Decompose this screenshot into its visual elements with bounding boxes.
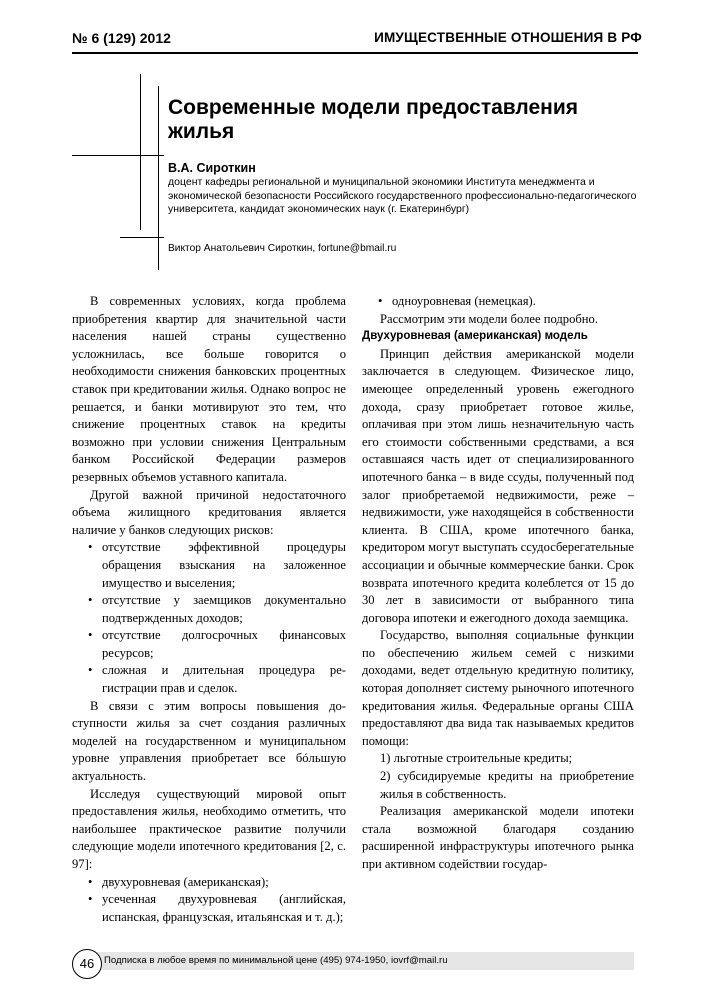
list-item: 2) субсидируемые кредиты на приобретение жилья в собственность. bbox=[380, 769, 634, 801]
title-block-rule-bottom bbox=[120, 237, 164, 238]
bullet-icon: • bbox=[88, 874, 93, 889]
author-contact: Виктор Анатольевич Сироткин, fortune@bmail.ru bbox=[168, 243, 397, 254]
subscription-note: Подписка в любое время по минимальной цене (495) 974-1950, iovrf@mail.ru bbox=[104, 955, 448, 966]
bullet-icon: • bbox=[378, 294, 383, 308]
paragraph: Государство, выполняя социальные функции по обеспечению жильем семей с низкими доходами, ведет отдельную кредитную политику, которая дополняет систему рыночного ипотечного кредитования жилья. Федеральные органы США предоставляют два вида так называемых кредитов помощи: bbox=[362, 628, 634, 748]
paragraph: Другой важной причиной недостаточного объема жилищного кредитования является наличие у банков следующих рисков: bbox=[72, 487, 346, 537]
paragraph: Рассмотрим эти модели более подробно. bbox=[380, 311, 598, 326]
list-item: • двухуровневая (американская); bbox=[72, 874, 346, 892]
list-item: • сложная и длительная процедура регистрации прав и сделок. bbox=[88, 663, 346, 696]
page-number: 46 bbox=[72, 949, 102, 979]
title-block-vertical-rule-left bbox=[140, 74, 141, 230]
bullet-icon: • bbox=[88, 663, 93, 678]
article-title: Современные модели предоставления жилья bbox=[168, 96, 579, 143]
title-block-vertical-rule-right bbox=[158, 86, 159, 270]
bullet-icon: • bbox=[88, 628, 93, 643]
list-item: • отсутствие долгосрочных финансовых ресурсов; bbox=[88, 628, 346, 660]
paragraph: Принцип действия американской модели заключается в следующем. Физическое лицо, имеющее определенный уровень ежегодного дохода, сразу приобретает готовое жилье, оплачивая при этом лишь незначительную часть его стоимости собственными средствами, а вся оставшаяся часть идет от специализированного ипотечного банка – в виде ссуды, полученный под залог приобретаемой недвижимости, реже – недвижимости, уже находящейся в собственности клиента. В США, кроме ипотечного банка, кредитором могут выступать ссудосберегательные ассоциации и обычные коммерческие банки. Срок возврата ипотечного кредита колеблется от 15 до 30 лет в зависимости от выбранного типа договора ипотеки и ежегодного дохода заемщика. bbox=[362, 346, 634, 625]
list-item: • одноуровневая (немецкая). bbox=[362, 293, 634, 311]
author-name: В.А. Сироткин bbox=[168, 161, 256, 175]
title-block-rule-top bbox=[72, 155, 164, 156]
paragraph: Реализация американской модели ипотеки стала возможной благодаря созданию расширенной инфраструктуры ипотечного рынка при активном содействии государ- bbox=[362, 804, 634, 871]
author-affiliation: доцент кафедры региональной и муниципальной экономики Института менеджмента и экономической безопасности Российского государственного профессионально-педагогического университета, кандидат экономических наук (г. Екатеринбург) bbox=[168, 176, 637, 216]
list-item: • усеченная двухуровневая (английская, испанская, французская, итальянская и т. д.); bbox=[88, 892, 346, 924]
header-rule bbox=[72, 52, 638, 54]
list-item: 1) льготные строительные кредиты; bbox=[380, 751, 573, 766]
paragraph: В современных условиях, когда проблема приобретения квартир для значительной части населения нашей страны существенно усложнилась, все больше говорится о необходимости снижения банковских процентных ставок при кредитовании жилья. Однако вопрос не решается, и банки мотивируют это тем, что снижение процентных ставок на кредиты возможно при условии снижения Центральным банком Российской Федерации размеров резервных объемов уставного капитала. bbox=[72, 294, 346, 484]
journal-title: ИМУЩЕСТВЕННЫЕ ОТНОШЕНИЯ В РФ bbox=[374, 30, 642, 45]
left-column bbox=[72, 293, 346, 926]
bullet-icon: • bbox=[88, 540, 93, 555]
section-heading: Двухуровневая (американская) модель bbox=[362, 330, 588, 343]
bullet-icon: • bbox=[88, 593, 93, 608]
list-item: • отсутствие у заемщиков документально подтвержденных доходов; bbox=[88, 593, 346, 625]
issue-number: № 6 (129) 2012 bbox=[72, 30, 171, 46]
bullet-icon: • bbox=[88, 892, 93, 907]
list-item: • отсутствие эффективной процедуры обращения взыскания на заложенное имущество и выселения; bbox=[88, 540, 346, 590]
paragraph: Исследуя существующий мировой опыт предоставления жилья, необходимо отметить, что наибольшее практическое развитие получили следующие модели ипотечного кредитования [2, с. 97]: bbox=[72, 786, 346, 871]
right-column bbox=[362, 293, 634, 874]
paragraph: В связи с этим вопросы повышения доступности жилья за счет создания различных моделей на государственном и муниципальном уровне управления приобретает все бóльшую актуальность. bbox=[72, 698, 346, 784]
